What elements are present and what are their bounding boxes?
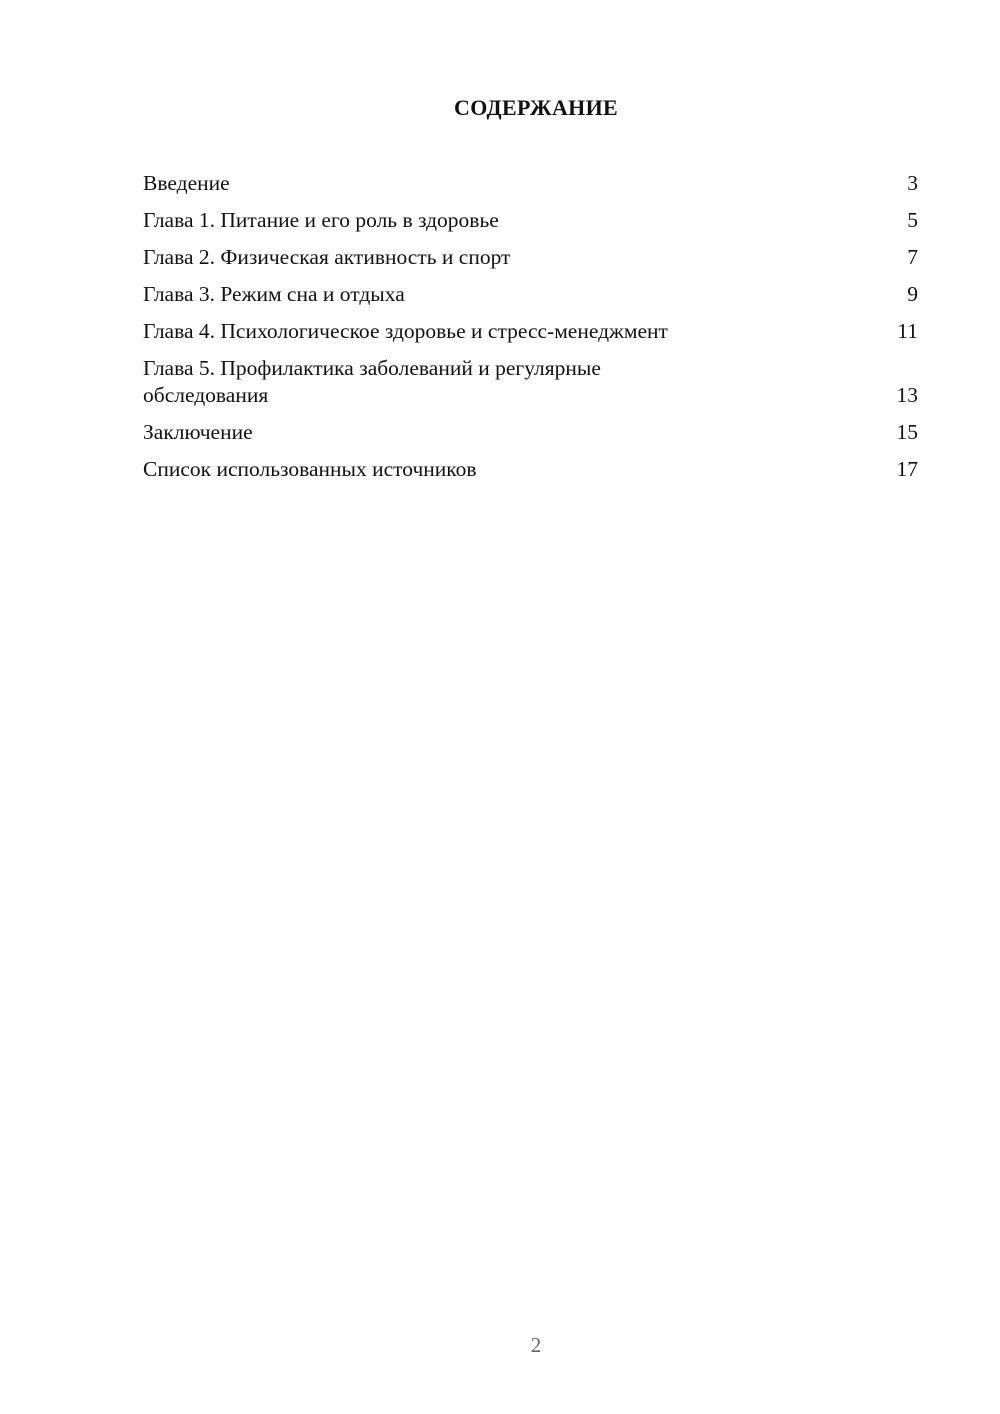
toc-title: СОДЕРЖАНИЕ [454, 95, 618, 120]
toc-entry-page: 17 [896, 457, 918, 481]
toc-entry-label: Введение [143, 171, 230, 195]
toc-entry-chapter-1[interactable] [143, 207, 918, 234]
toc-entry-conclusion[interactable] [143, 419, 918, 446]
table-of-contents [143, 170, 918, 493]
toc-entry-page: 13 [896, 383, 918, 407]
toc-entry-label: Глава 5. Профилактика заболеваний и регулярные обследования [143, 356, 601, 407]
toc-entry-page: 15 [896, 420, 918, 444]
toc-entry-references[interactable] [143, 456, 918, 483]
toc-entry-page: 7 [907, 245, 918, 269]
toc-entry-label: Список использованных источников [143, 457, 477, 481]
toc-entry-introduction[interactable] [143, 170, 918, 197]
toc-entry-page: 11 [897, 319, 918, 343]
toc-entry-page: 5 [907, 208, 918, 232]
toc-entry-chapter-4[interactable] [143, 318, 918, 345]
toc-entry-label: Глава 3. Режим сна и отдыха [143, 282, 405, 306]
toc-entry-page: 3 [907, 171, 918, 195]
toc-entry-label: Глава 1. Питание и его роль в здоровье [143, 208, 499, 232]
toc-entry-label: Заключение [143, 420, 253, 444]
toc-entry-chapter-3[interactable] [143, 281, 918, 308]
toc-entry-chapter-5[interactable] [143, 355, 918, 409]
toc-entry-page: 9 [907, 282, 918, 306]
toc-entry-chapter-2[interactable] [143, 244, 918, 271]
toc-entry-label: Глава 2. Физическая активность и спорт [143, 245, 511, 269]
page-number: 2 [530, 1333, 542, 1357]
toc-entry-label: Глава 4. Психологическое здоровье и стресс-менеджмент [143, 319, 668, 343]
